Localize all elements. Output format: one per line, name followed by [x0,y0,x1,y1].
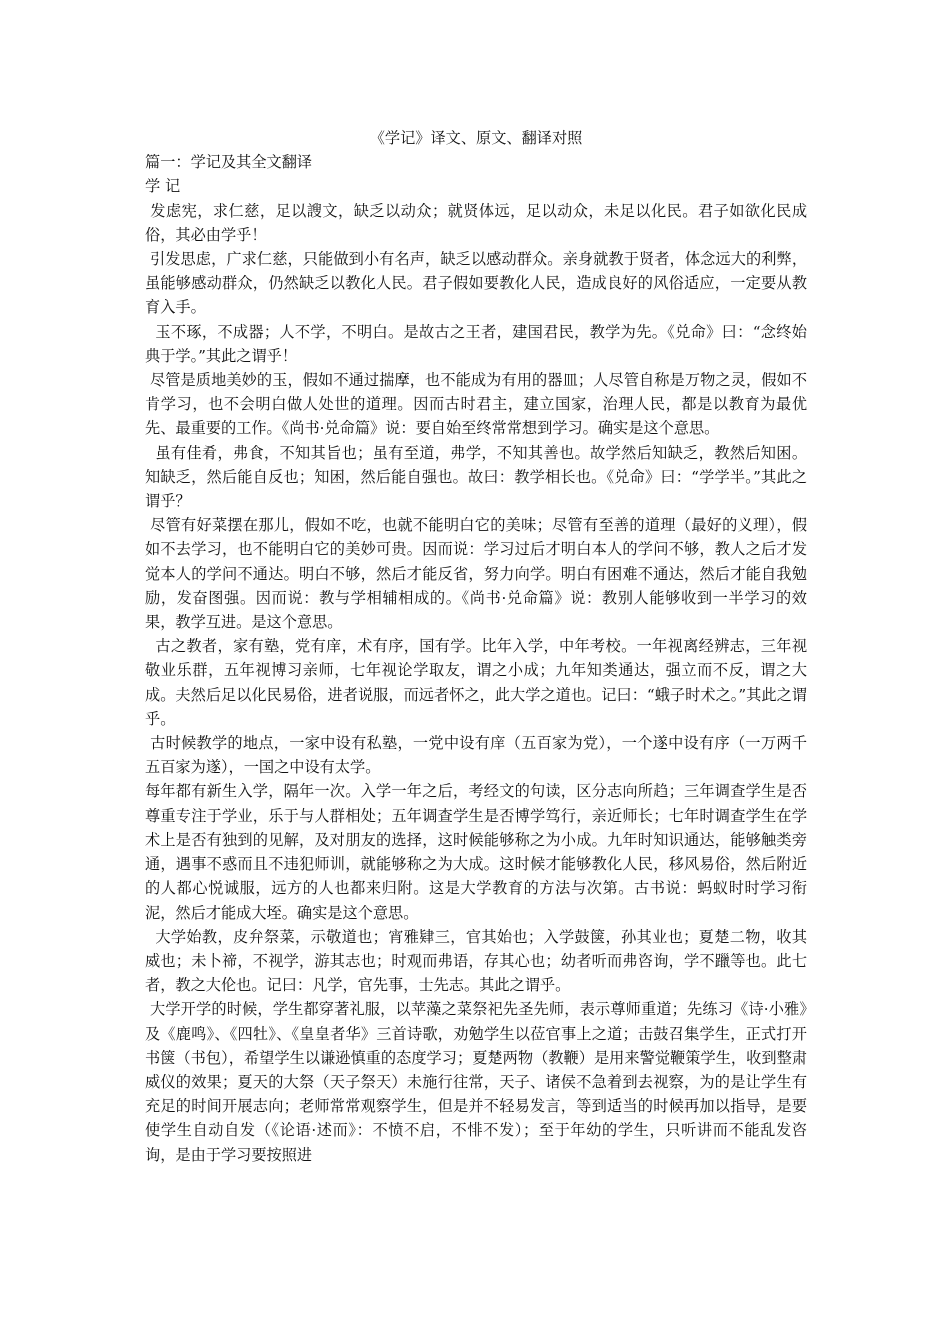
paragraph: 尽管是质地美妙的玉，假如不通过揣摩，也不能成为有用的器皿；人尽管自称是万物之灵，假如不肯学习，也不会明白做人处世的道理。因而古时君主，建立国家，治理人民，都是以教育为最优先、最重要的工作。《尚书·兑命篇》说：要自始至终常常想到学习。确实是这个意思。 [145,371,808,438]
paragraph: 尽管有好菜摆在那儿，假如不吃，也就不能明白它的美味；尽管有至善的道理（最好的义理），假如不去学习，也不能明白它的美妙可贵。因而说：学习过后才明白本人的学问不够，教人之后才发觉本人的学问不通达。明白不够，然后才能反省，努力向学。明白有困难不通达，然后才能自我勉励，发奋图强。因而说：教与学相辅相成的。《尚书·兑命篇》说：教别人能够收到一半学习的效果，教学互进。是这个意思。 [145,516,808,632]
paragraph: 大学开学的时候，学生都穿著礼服，以苹藻之菜祭祀先圣先师，表示尊师重道；先练习《诗·小雅》及《鹿鸣》、《四牡》、《皇皇者华》三首诗歌，劝勉学生以莅官事上之道；击鼓召集学生，正式打开书箧（书包），希望学生以谦逊慎重的态度学习；夏楚两物（教鞭）是用来警觉鞭策学生，收到整肃威仪的效果；夏天的大祭（天子祭天）未施行往常，天子、诸侯不急着到去视察，为的是让学生有充足的时间开展志向；老师常常观察学生，但是并不轻易发言，等到适当的时候再加以指导，是要使学生自动自发（《论语·述而》：不愤不启，不悱不发）；至于年幼的学生，只听讲而不能乱发咨询，是由于学习要按照进 [145,1000,807,1164]
paragraph: 大学始教，皮弁祭菜，示敬道也；宵雅肄三，官其始也；入学鼓箧，孙其业也；夏楚二物，收其威也；未卜禘，不视学，游其志也；时观而弗语，存其心也；幼者听而弗咨询，学不躐等也。此七者，教之大伦也。记曰：凡学，官先事，士先志。其此之谓乎。 [145,927,808,995]
paragraph: 玉不琢，不成器；人不学，不明白。是故古之王者，建国君民，教学为先。《兑命》曰：“念终始典于学。”其此之谓乎！ [145,322,807,365]
paragraph: 虽有佳肴，弗食，不知其旨也；虽有至道，弗学，不知其善也。故学然后知缺乏，教然后知困。知缺乏，然后能自反也；知困，然后能自强也。故曰：教学相长也。《兑命》曰：“学学半。”其此之谓乎？ [145,443,808,511]
paragraph: 古时候教学的地点，一家中设有私塾，一党中设有庠（五百家为党），一个遂中设有序（一万两千五百家为遂），一国之中设有太学。 [145,734,808,777]
subheading: 学 记 [145,177,181,196]
paragraph: 古之教者，家有塾，党有庠，术有序，国有学。比年入学，中年考校。一年视离经辨志，三年视敬业乐群，五年视博习亲师，七年视论学取友，谓之小成；九年知类通达，强立而不反，谓之大成。夫然后足以化民易俗，进者说服，而远者怀之，此大学之道也。记曰：“蛾子时术之。”其此之谓乎。 [145,637,808,728]
section-heading: 篇一：学记及其全文翻译 [145,153,313,172]
document-title: 《学记》译文、原文、翻译对照 [369,129,583,147]
paragraph: 每年都有新生入学，隔年一次。入学一年之后，考经文的句读，区分志向所趋；三年调查学生是否尊重专注于学业，乐于与人群相处；五年调查学生是否博学笃行，亲近师长；七年时调查学生在学术上是否有独到的见解，及对朋友的选择，这时候能够称之为小成。九年时知识通达，能够触类旁通，遇事不惑而且不违犯师训，就能够称之为大成。这时候才能够教化人民，移风易俗，然后附近的人都心悦诚服，远方的人也都来归附。这是大学教育的方法与次第。古书说：蚂蚁时时学习衔泥，然后才能成大垤。确实是这个意思。 [145,782,807,922]
paragraph: 发虑宪，求仁慈，足以謏文，缺乏以动众；就贤体远，足以动众，未足以化民。君子如欲化民成俗，其必由学乎！ [145,201,808,244]
paragraph: 引发思虑，广求仁慈，只能做到小有名声，缺乏以感动群众。亲身就教于贤者，体念远大的利弊，虽能够感动群众，仍然缺乏以教化人民。君子假如要教化人民，造成良好的风俗适应，一定要从教育入手。 [145,250,808,317]
document-page [145,126,807,1167]
